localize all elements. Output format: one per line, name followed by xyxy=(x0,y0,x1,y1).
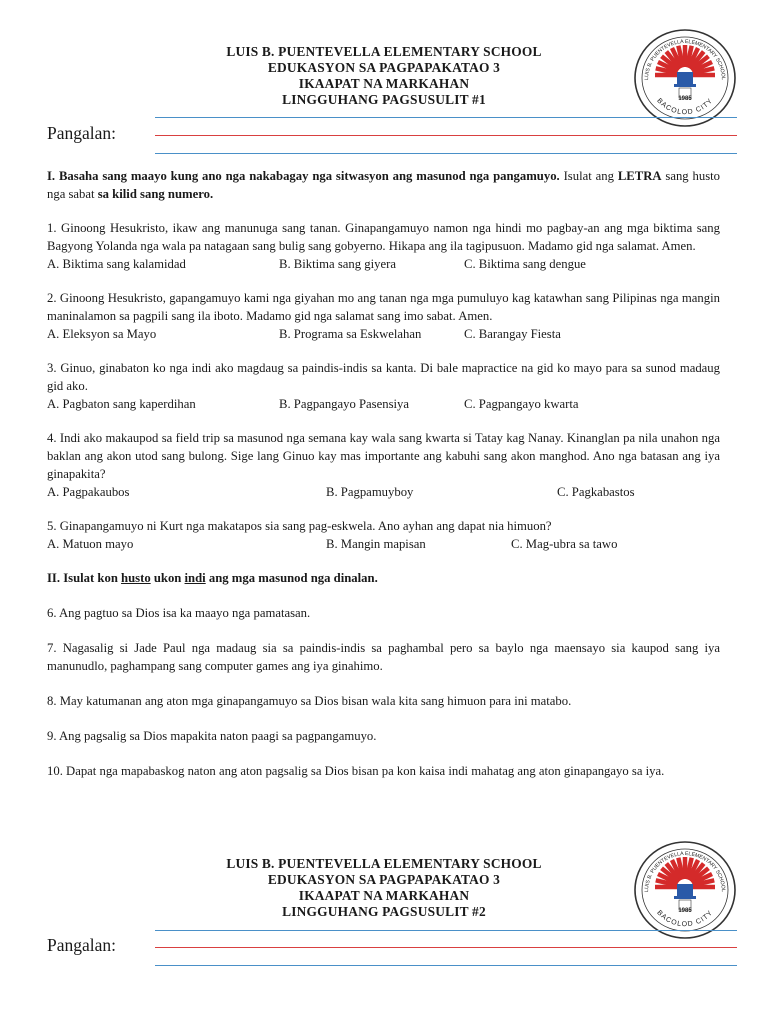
school-logo xyxy=(633,840,737,940)
question-3 xyxy=(47,359,720,413)
choice-c[interactable]: C. Pagpangayo kwarta xyxy=(464,397,579,411)
name-line-red[interactable] xyxy=(155,135,737,136)
subject-title: EDUKASYON SA PAGPAPAKATAO 3 xyxy=(267,872,501,887)
statement-10: 10. Dapat nga mapabaskog naton ang aton pagsalig sa Dios bisan pa kon kaisa indi mahatag ang aton ginapangayo sa iya. xyxy=(47,764,665,778)
svg-text:1985: 1985 xyxy=(678,908,692,914)
question-1 xyxy=(47,219,720,273)
name-line-bottom xyxy=(155,153,737,154)
quarter-title: IKAAPAT NA MARKAHAN xyxy=(298,76,470,91)
name-label: Pangalan: xyxy=(47,123,117,143)
choice-c[interactable]: C. Pagkabastos xyxy=(557,485,635,499)
school-logo xyxy=(633,28,737,128)
question-text: 4. Indi ako makaupod sa field trip sa masunod nga semana kay wala sang kwarta si Tatay kag Nanay. Kinanglan pa nila unahon nga baklan ang akon utod sang bulong. Sige lang Ginuo kay mas importante ang kabuhi sang akon manghod. Ano nga batasan ang iya ginapakita? xyxy=(47,431,720,481)
question-2 xyxy=(47,289,720,343)
question-text: 1. Ginoong Hesukristo, ikaw ang manunuga sang tanan. Ginapangamuyo namon nga hindi mo pagbay-an ang mga biktima sang Bagyong Yolanda nga wala pa natagaan sang bulig sang gobyerno. Hikapa ang ila tagipusuon. Madamo gid nga salamat. Amen. xyxy=(47,221,720,253)
statement-7: 7. Nagasalig si Jade Paul nga madaug sia sa paindis-indis sa paghambal pero sa baylo nga maensayo sia kaupod sang iya manunudlo, paghampang sang computer games ang iya ginahimo. xyxy=(47,641,720,673)
quiz-content xyxy=(47,167,720,797)
svg-text:BACOLOD CITY: BACOLOD CITY xyxy=(655,909,715,929)
choice-b[interactable]: B. Pagpamuyboy xyxy=(326,485,414,499)
subject-title: EDUKASYON SA PAGPAPAKATAO 3 xyxy=(267,60,501,75)
question-text: 3. Ginuo, ginabaton ko nga indi ako magdaug sa paindis-indis sa kanta. Di bale mapractice na gid ko mayo para sa sunod madaug gid ako. xyxy=(47,361,720,393)
quarter-title: IKAAPAT NA MARKAHAN xyxy=(298,888,470,903)
choices xyxy=(47,483,720,501)
name-label: Pangalan: xyxy=(47,935,117,955)
choice-a[interactable]: A. Pagpakaubos xyxy=(47,485,130,499)
statement-8: 8. May katumanan ang aton mga ginapangamuyo sa Dios bisan wala kita sang himuon para ini matabo. xyxy=(47,694,572,708)
quiz-title: LINGGUHANG PAGSUSULIT #2 xyxy=(282,904,486,919)
choice-a[interactable]: A. Matuon mayo xyxy=(47,537,134,551)
choices xyxy=(47,325,720,343)
name-line-top xyxy=(155,930,737,931)
school-name: LUIS B. PUENTEVELLA ELEMENTARY SCHOOL xyxy=(226,44,542,59)
choice-c[interactable]: C. Mag-ubra sa tawo xyxy=(511,537,618,551)
statement-9: 9. Ang pagsalig sa Dios mapakita naton paagi sa pagpangamuyo. xyxy=(47,729,377,743)
question-text: 5. Ginapangamuyo ni Kurt nga makatapos sia sang pag-eskwela. Ano ayhan ang dapat nia himuon? xyxy=(47,519,552,533)
choice-a[interactable]: A. Biktima sang kalamidad xyxy=(47,257,186,271)
choice-b[interactable]: B. Mangin mapisan xyxy=(326,537,426,551)
part2-instructions: II. Isulat kon husto ukon indi ang mga masunod nga dinalan. xyxy=(47,571,378,585)
choice-a[interactable]: A. Pagbaton sang kaperdihan xyxy=(47,397,196,411)
quiz-title: LINGGUHANG PAGSUSULIT #1 xyxy=(282,92,486,107)
choice-b[interactable]: B. Biktima sang giyera xyxy=(279,257,396,271)
choices xyxy=(47,535,720,553)
choice-c[interactable]: C. Biktima sang dengue xyxy=(464,257,586,271)
choices xyxy=(47,255,720,273)
name-line-bottom xyxy=(155,965,737,966)
choice-a[interactable]: A. Eleksyon sa Mayo xyxy=(47,327,157,341)
name-line-red[interactable] xyxy=(155,947,737,948)
svg-text:LUIS B. PUENTEVELLA ELEMENTARY: LUIS B. PUENTEVELLA ELEMENTARY SCHOOL xyxy=(643,850,727,893)
svg-text:BACOLOD CITY: BACOLOD CITY xyxy=(655,97,715,117)
name-line-top xyxy=(155,117,737,118)
choice-c[interactable]: C. Barangay Fiesta xyxy=(464,327,561,341)
choices xyxy=(47,395,720,413)
choice-b[interactable]: B. Programa sa Eskwelahan xyxy=(279,327,422,341)
question-4 xyxy=(47,429,720,501)
school-name: LUIS B. PUENTEVELLA ELEMENTARY SCHOOL xyxy=(226,856,542,871)
choice-b[interactable]: B. Pagpangayo Pasensiya xyxy=(279,397,410,411)
question-5 xyxy=(47,517,720,553)
svg-text:LUIS B. PUENTEVELLA ELEMENTARY: LUIS B. PUENTEVELLA ELEMENTARY SCHOOL xyxy=(643,38,727,81)
svg-text:1985: 1985 xyxy=(678,96,692,102)
question-text: 2. Ginoong Hesukristo, gapangamuyo kami nga giyahan mo ang tanan nga mga pumuluyo kag katawhan sang Pilipinas nga mangin maninalamon sa pagpili sang ila iboto. Madamo gid nga salamat sang imo sabat. Amen. xyxy=(47,291,720,323)
statement-6: 6. Ang pagtuo sa Dios isa ka maayo nga pamatasan. xyxy=(47,606,311,620)
part1-instructions: I. Basaha sang maayo kung ano nga nakabagay nga sitwasyon ang masunod nga pangamuyo. Isulat ang LETRA sang husto nga sabat sa kilid sang numero. xyxy=(47,169,720,201)
